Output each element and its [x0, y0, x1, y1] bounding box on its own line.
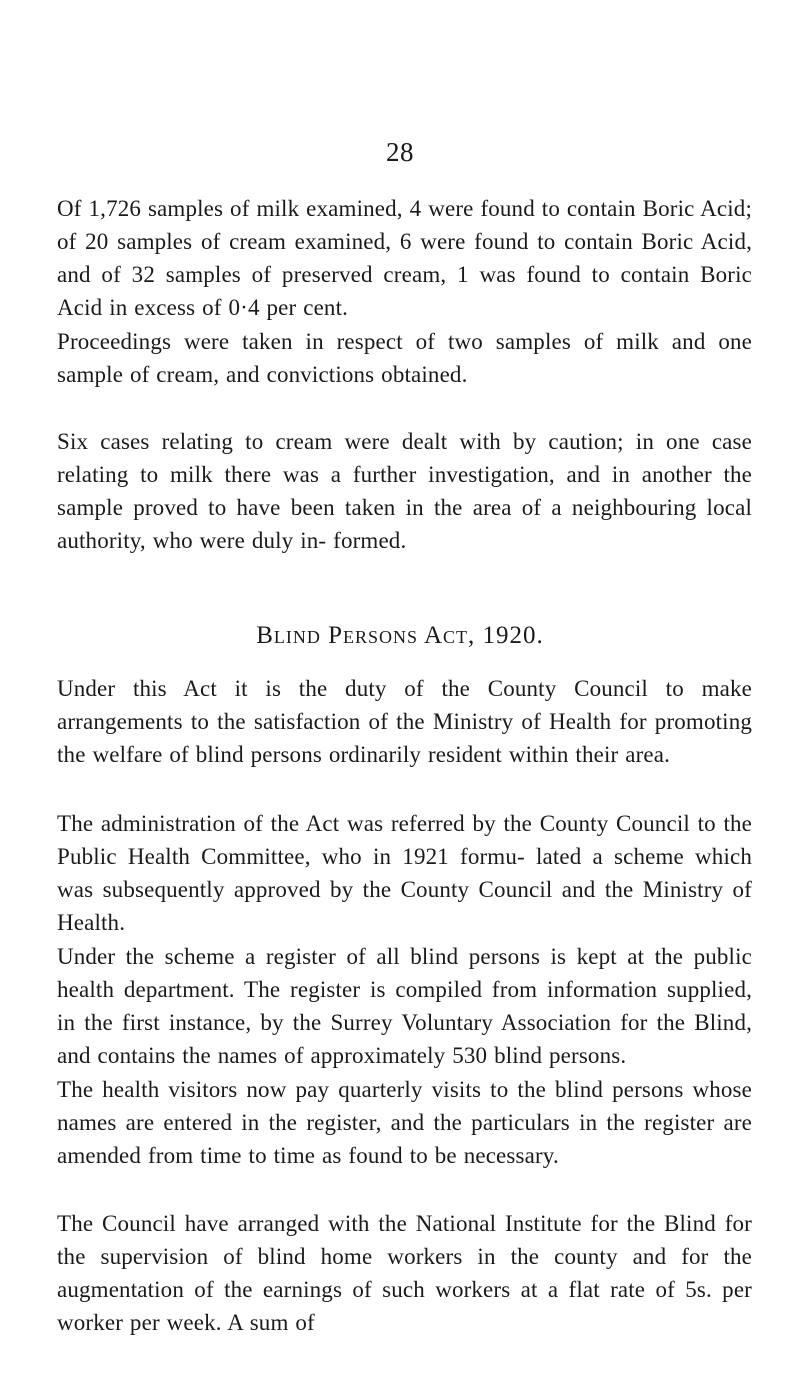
paragraph-health-visitors: The health visitors now pay quarterly visits to the blind persons whose names are entered in the register, and the particulars in the register are amended from time to time as found to be necessary.: [57, 1077, 752, 1168]
section-heading-blind-persons-act: Blind Persons Act, 1920.: [256, 622, 544, 649]
page-number: 28: [386, 137, 414, 167]
paragraph-cautions: Six cases relating to cream were dealt with by caution; in one case relating to milk there was a further investigation, and in another the sample proved to have been taken in the area of a neighbouring local authority, who were duly in- formed.: [57, 429, 752, 553]
paragraph-county-council-duty: Under this Act it is the duty of the County Council to make arrangements to the satisfaction of the Ministry of Health for promoting the welfare of blind persons ordinarily resident within their area.: [57, 676, 752, 767]
paragraph-proceedings: Proceedings were taken in respect of two samples of milk and one sample of cream, and convictions obtained.: [57, 329, 752, 387]
paragraph-register: Under the scheme a register of all blind persons is kept at the public health department. The register is compiled from information supplied, in the first instance, by the Surrey Voluntary Association for the Blind, and contains the names of approximately 530 blind persons.: [57, 944, 752, 1068]
paragraph-administration: The administration of the Act was referred by the County Council to the Public Health Committee, who in 1921 formu- lated a scheme which was subsequently approved by the County Council and the Ministry of Health.: [57, 811, 752, 935]
paragraph-national-institute: The Council have arranged with the National Institute for the Blind for the supervision of blind home workers in the county and for the augmentation of the earnings of such workers at a flat rate of 5s. per worker per week. A sum of: [57, 1211, 752, 1335]
paragraph-boric-acid-samples: Of 1,726 samples of milk examined, 4 were found to contain Boric Acid; of 20 samples of cream examined, 6 were found to contain Boric Acid, and of 32 samples of preserved cream, 1 was found to contain Boric Acid in excess of 0·4 per cent.: [57, 196, 752, 320]
